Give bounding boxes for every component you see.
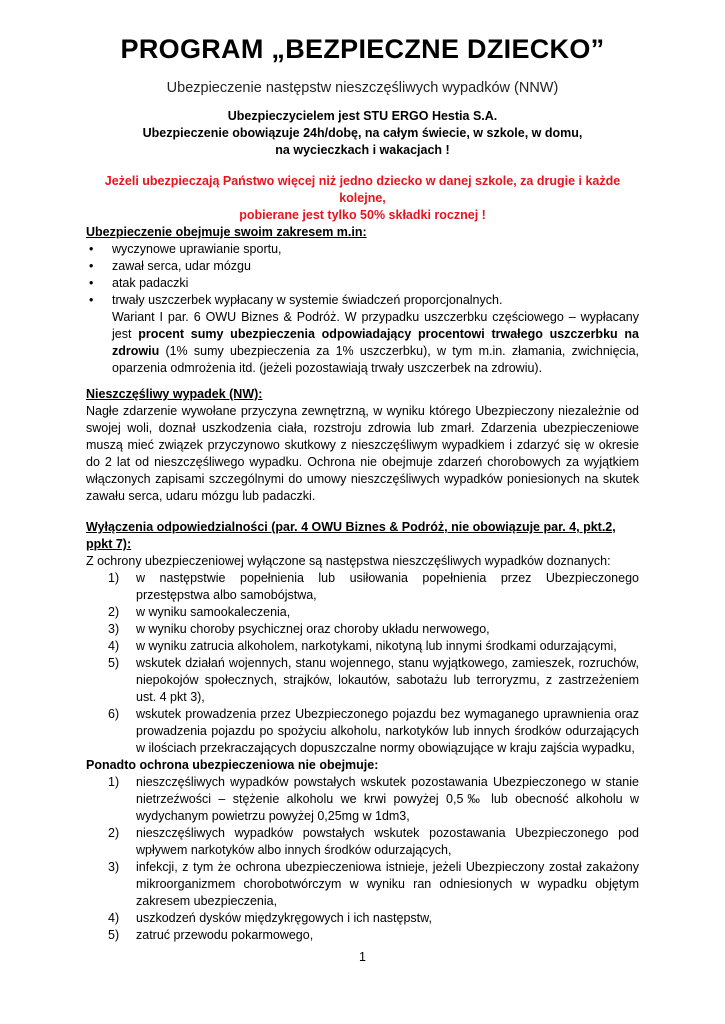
- list-item: [86, 604, 639, 621]
- list-item: [86, 655, 639, 706]
- scope-list: [86, 241, 639, 377]
- further-heading: Ponadto ochrona ubezpieczeniowa nie obejmuje:: [86, 758, 379, 772]
- scope-heading: Ubezpieczenie obejmuje swoim zakresem m.in:: [86, 225, 367, 239]
- list-item: [86, 910, 639, 927]
- insurer-info: [90, 108, 635, 159]
- list-item-text: nieszczęśliwych wypadków powstałych wskutek pozostawania Ubezpieczonego pod wpływem narkotyków albo innych środków odurzających,: [136, 826, 639, 857]
- item-number: 5): [108, 928, 120, 942]
- variant-text: Wariant I par. 6 OWU Biznes & Podróż. W przypadku uszczerbku częściowego – wypłacany jest: [112, 310, 639, 341]
- item-number: 4): [108, 639, 120, 653]
- scope-section: [86, 224, 639, 377]
- list-item-text: zawał serca, udar mózgu: [112, 259, 251, 273]
- item-number: 4): [108, 911, 120, 925]
- accident-heading: Nieszczęśliwy wypadek (NW):: [86, 387, 263, 401]
- list-item: [86, 825, 639, 859]
- list-item-text: wskutek działań wojennych, stanu wojennego, stanu wyjątkowego, zamieszek, rozruchów, niepokojów społecznych, strajków, lokautów, sabotażu lub terroryzmu, z zastrzeżeniem ust. 4 pkt 3),: [136, 656, 639, 704]
- further-list: [86, 774, 639, 944]
- list-item-text: w wyniku choroby psychicznej oraz choroby układu nerwowego,: [136, 622, 490, 636]
- variant-text-end: (1% sumy ubezpieczenia za 1% uszczerbku), w tym m.in. złamania, zwichnięcia, oparzenia odmrożenia itd. (jeżeli pozostawiają trwały uszczerbek na zdrowiu).: [112, 344, 639, 375]
- item-number: 6): [108, 707, 120, 721]
- insurer-line: na wycieczkach i wakacjach !: [275, 143, 450, 157]
- list-item-text: trwały uszczerbek wypłacany w systemie świadczeń proporcjonalnych.: [112, 293, 503, 307]
- item-number: 1): [108, 775, 120, 789]
- list-item: [86, 774, 639, 825]
- bullet-icon: •: [89, 242, 94, 256]
- item-number: 2): [108, 605, 120, 619]
- exclusions-list: [86, 570, 639, 757]
- list-item: [86, 258, 639, 275]
- variant-description: [112, 309, 639, 377]
- exclusions-section: [86, 519, 639, 944]
- list-item-text: w wyniku samookaleczenia,: [136, 605, 291, 619]
- bullet-icon: •: [89, 259, 94, 273]
- exclusions-intro: Z ochrony ubezpieczeniowej wyłączone są następstwa nieszczęśliwych wypadków doznanych:: [86, 554, 611, 568]
- item-number: 3): [108, 860, 120, 874]
- list-item: [86, 638, 639, 655]
- list-item: [86, 292, 639, 377]
- accident-section: [86, 386, 639, 505]
- list-item-text: zatruć przewodu pokarmowego,: [136, 928, 314, 942]
- accident-text: Nagłe zdarzenie wywołane przyczyna zewnętrzną, w wyniku którego Ubezpieczony niezależnie od swojej woli, doznał uszkodzenia ciała, rozstroju zdrowia lub zmarł. Zdarzenia ubezpieczeniowe muszą mieć związek przyczynowo skutkowy z nieszczęśliwym wypadkiem i zdarzyć się w okresie do 2 lat od nieszczęśliwego wypadku. Ochrona nie obejmuje zdarzeń chorobowych za wyjątkiem włączonych zapisami szczególnymi do umowy nieszczęśliwych wypadków poniesionych na skutek zawału serca, udaru mózgu lub padaczki.: [86, 404, 639, 503]
- bullet-icon: •: [89, 293, 94, 307]
- insurer-line: Ubezpieczycielem jest STU ERGO Hestia S.A.: [227, 109, 498, 123]
- list-item: [86, 570, 639, 604]
- discount-notice: [80, 173, 645, 224]
- item-number: 3): [108, 622, 120, 636]
- item-number: 1): [108, 571, 120, 585]
- list-item: [86, 621, 639, 638]
- list-item-text: w wyniku zatrucia alkoholem, narkotykami, nikotyną lub innymi środkami odurzającymi,: [136, 639, 617, 653]
- page-number: 1: [359, 950, 366, 964]
- list-item: [86, 706, 639, 757]
- list-item-text: wskutek prowadzenia przez Ubezpieczonego pojazdu bez wymaganego uprawnienia oraz prowadzenia pojazdu po spożyciu alkoholu, narkotyków lub innych środków odurzających w ilościach przekraczających dopuszczalne normy obowiązujące w kraju zajścia wypadku,: [136, 707, 639, 755]
- list-item: [86, 927, 639, 944]
- list-item-text: w następstwie popełnienia lub usiłowania popełnienia przez Ubezpieczonego przestępstwa albo samobójstwa,: [136, 571, 639, 602]
- discount-line: Jeżeli ubezpieczają Państwo więcej niż jedno dziecko w danej szkole, za drugie i każde kolejne,: [104, 174, 621, 205]
- item-number: 2): [108, 826, 120, 840]
- list-item-text: atak padaczki: [112, 276, 189, 290]
- page-subtitle: Ubezpieczenie następstw nieszczęśliwych wypadków (NNW): [166, 80, 559, 96]
- list-item: [86, 275, 639, 292]
- insurer-line: Ubezpieczenie obowiązuje 24h/dobę, na całym świecie, w szkole, w domu,: [142, 126, 583, 140]
- list-item: [86, 241, 639, 258]
- discount-line: pobierane jest tylko 50% składki rocznej !: [239, 208, 486, 222]
- list-item-text: nieszczęśliwych wypadków powstałych wskutek pozostawania Ubezpieczonego w stanie nietrzeźwości – stężenie alkoholu we krwi powyżej 0,5‰ lub obecność alkoholu w wydychanym powietrzu powyżej 0,25mg w 1dm3,: [136, 775, 639, 823]
- item-number: 5): [108, 656, 120, 670]
- list-item: [86, 859, 639, 910]
- page-title: PROGRAM „BEZPIECZNE DZIECKO”: [120, 34, 605, 64]
- exclusions-heading: Wyłączenia odpowiedzialności (par. 4 OWU Biznes & Podróż, nie obowiązuje par. 4, pkt.2, ppkt 7):: [86, 520, 616, 551]
- list-item-text: infekcji, z tym że ochrona ubezpieczeniowa istnieje, jeżeli Ubezpieczony został zakażony mikroorganizmem chorobotwórczym w wyniku ran odniesionych w wypadku objętym zakresem ubezpieczenia,: [136, 860, 639, 908]
- list-item-text: wyczynowe uprawianie sportu,: [112, 242, 282, 256]
- variant-bold-text: procent sumy ubezpieczenia odpowiadający procentowi trwałego uszczerbku na zdrowiu: [112, 327, 639, 358]
- bullet-icon: •: [89, 276, 94, 290]
- list-item-text: uszkodzeń dysków międzykręgowych i ich następstw,: [136, 911, 432, 925]
